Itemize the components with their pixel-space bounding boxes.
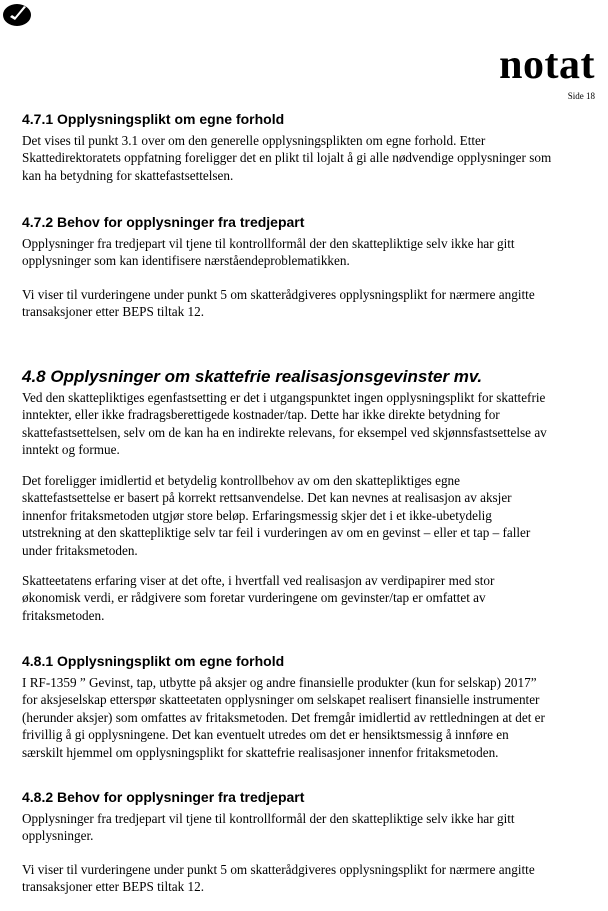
paragraph: Det vises til punkt 3.1 over om den generelle opplysningsplikten om egne forhold. Etter Skattedirektoratets oppfatning foreligger det en plikt til lojalt å gi alle nødvendige opplysninger som kan ha betydning for skattefastsettelsen. (22, 133, 552, 183)
heading-4-8-2: 4.8.2 Behov for opplysninger fra tredjepart (22, 789, 305, 805)
paragraph: Ved den skattepliktiges egenfastsetting er det i utgangspunktet ingen opplysningsplikt for skattefrie inntekter, eller ikke fradragsberettigede kostnader/tap. Dette har ikke direkte betydning for skattefastsettelsen, selv om de kan ha en indirekte relevans, for eksempel ved skjønnsfastsettelse av inntekt og formue. (22, 390, 547, 458)
logo-icon (2, 0, 32, 28)
brand-title: notat (499, 42, 595, 88)
paragraph: Vi viser til vurderingene under punkt 5 om skatterådgiveres opplysningsplikt for nærmere angitte transaksjoner etter BEPS tiltak 12. (22, 862, 535, 895)
heading-4-7-2: 4.7.2 Behov for opplysninger fra tredjepart (22, 214, 305, 230)
paragraph: Opplysninger fra tredjepart vil tjene til kontrollformål der den skattepliktige selv ikke har gitt opplysninger. (22, 811, 515, 844)
paragraph: I RF-1359 ” Gevinst, tap, utbytte på aksjer og andre finansielle produkter (kun for selskap) 2017” for aksjeselskap etterspør skatteetaten opplysninger om selskapet realisert finansielle instrumenter (herunder aksjer) som omfattes av fritaksmetoden. Det fremgår imidlertid av rettledningen at det er frivillig å gi opplysningene. Det kan eventuelt utredes om det er hensiktsmessig å innføre en særskilt hjemmel om opplysningsplikt for skattefrie realisasjoner innenfor fritaksmetoden. (22, 675, 545, 760)
paragraph: Vi viser til vurderingene under punkt 5 om skatterådgiveres opplysningsplikt for nærmere angitte transaksjoner etter BEPS tiltak 12. (22, 287, 535, 320)
page-number: Side 18 (567, 91, 595, 101)
heading-4-8: 4.8 Opplysninger om skattefrie realisasjonsgevinster mv. (22, 367, 483, 386)
paragraph: Opplysninger fra tredjepart vil tjene til kontrollformål der den skattepliktige selv ikke har gitt opplysninger som kan identifisere nærståendeproblematikken. (22, 236, 515, 269)
paragraph: Skatteetatens erfaring viser at det ofte, i hvertfall ved realisasjon av verdipapirer med stor økonomisk verdi, er rådgivere som foretar vurderingene om gevinster/tap er omfattet av fritaksmetoden. (22, 573, 495, 623)
paragraph: Det foreligger imidlertid et betydelig kontrollbehov av om den skattepliktiges egne skattefastsettelse er basert på korrekt rettsanvendelse. Det kan nevnes at realisasjon av aksjer innenfor fritaksmetoden utgjør store beløp. Erfaringsmessig skjer det i et ikke-ubetydelig utstrekning at den skattepliktige selv tar feil i vurderingen av om en gevinst – eller et tap – faller under fritaksmetoden. (22, 473, 531, 558)
heading-4-8-1: 4.8.1 Opplysningsplikt om egne forhold (22, 653, 285, 669)
heading-4-7-1: 4.7.1 Opplysningsplikt om egne forhold (22, 111, 285, 127)
